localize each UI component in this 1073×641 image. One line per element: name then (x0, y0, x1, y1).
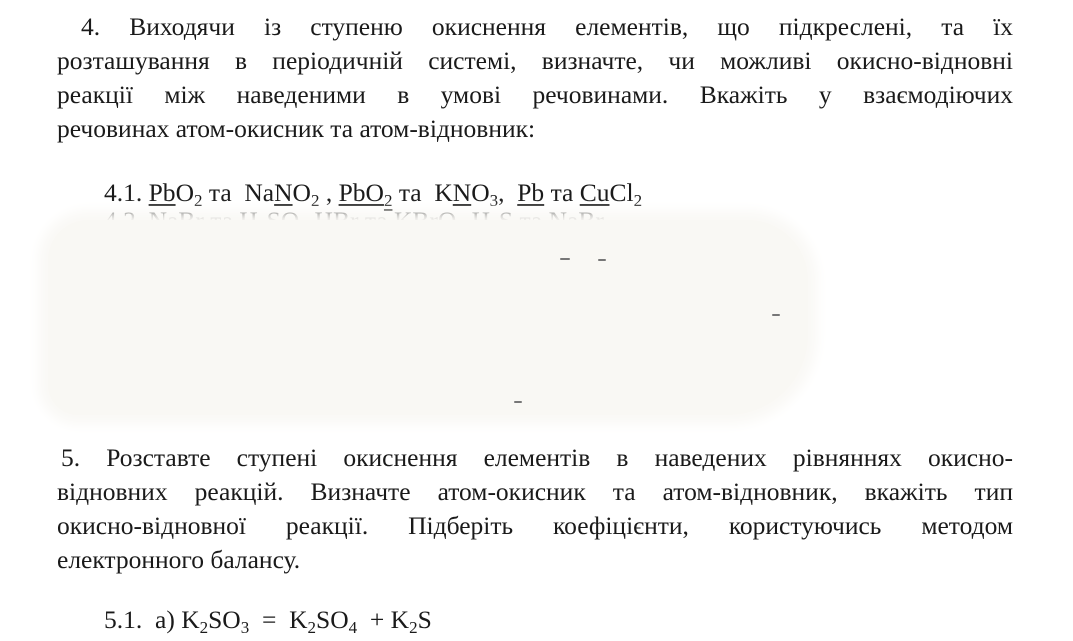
plus-sign: + (369, 605, 385, 634)
item-5-1-number: 5.1. (104, 605, 143, 634)
task-4-line-1: 4. Виходячи із ступеню окиснення елементів, що підкреслені, та їх (81, 12, 1013, 41)
task-5-line-1: 5. Розставте ступені окиснення елементів в наведених рівняннях окисно- (61, 443, 1013, 472)
underlined-element: N (452, 178, 472, 207)
underlined-element: N (274, 178, 293, 207)
pair-1: PbO$_2$ та NaNO$_2$ , (148, 178, 333, 210)
equation-rhs-2: $K_2S$ (390, 605, 432, 637)
item-4-1 (104, 178, 642, 208)
item-5-1-label: а) (155, 605, 175, 634)
equation-rhs-1: $K_2SO_4$ (289, 605, 358, 637)
equation-lhs: $K_2SO_3$ (181, 605, 250, 637)
underlined-element: Cu (579, 178, 610, 207)
speck-mark (772, 314, 780, 316)
obscured-region (48, 220, 808, 415)
task-5-text (57, 441, 1013, 577)
task-5-line-4: електронного балансу. (57, 545, 301, 574)
speck-mark (560, 258, 570, 260)
speck-mark (598, 259, 606, 261)
item-4-1-number: 4.1. (104, 178, 143, 207)
pair-2: PbO$_2$ та $KNO_3$, (338, 178, 505, 210)
task-4-line-2: розташування в періодичній системі, визначте, чи можливі окисно-відновні (57, 46, 1013, 75)
underlined-element: PbO (338, 178, 384, 207)
underlined-element: Pb (148, 178, 176, 207)
task-5-line-2: відновних реакцій. Визначте атом-окисник та атом-відновник, вкажіть тип (57, 477, 1013, 506)
task-4-line-3: реакції між наведеними в умові речовинами. Вкажіть у взаємодіючих (57, 80, 1013, 109)
equals-sign: = (261, 605, 277, 634)
speck-mark (514, 401, 522, 403)
task-5-line-3: окисно-відновної реакції. Підберіть коефіцієнти, користуючись методом (57, 511, 1013, 540)
task-4-text (57, 10, 1013, 146)
underlined-element: Pb (517, 178, 545, 207)
item-5-1 (104, 605, 432, 635)
pair-3: Pb та CuCl$_2$ (517, 178, 643, 210)
task-4-line-4: речовинах атом-окисник та атом-відновник: (57, 114, 536, 143)
